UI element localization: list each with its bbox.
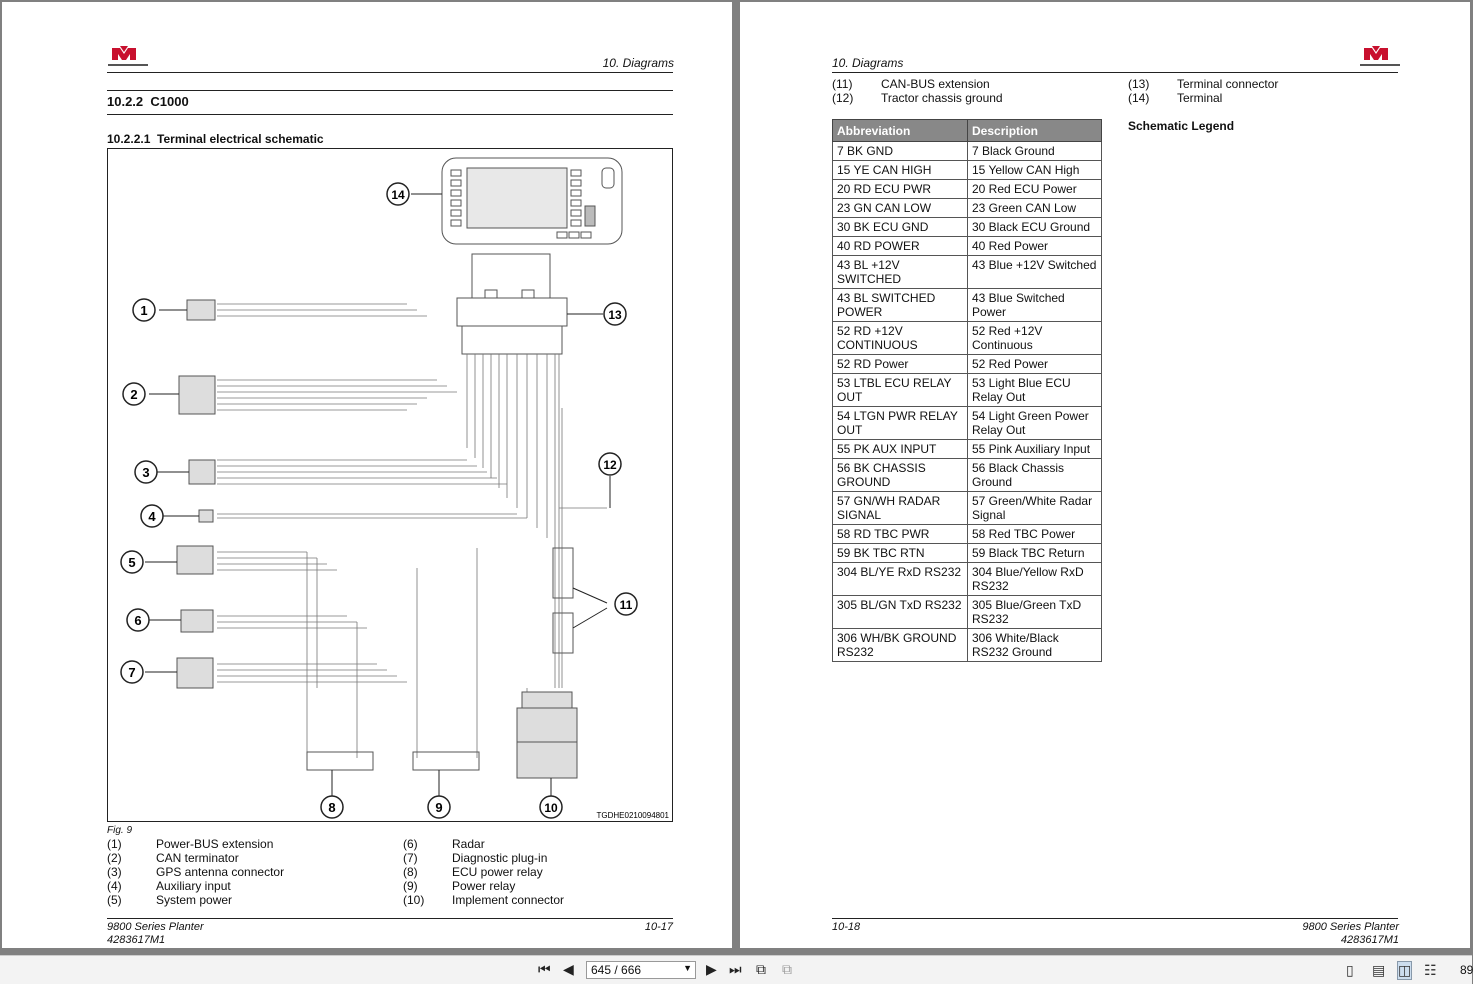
- footer-product: 9800 Series Planter: [107, 921, 204, 933]
- abbr-cell: 40 RD POWER: [833, 237, 968, 256]
- table-row: [833, 492, 1102, 525]
- legend-item: (10) Implement connector: [403, 893, 565, 907]
- svg-text:5: 5: [128, 555, 136, 570]
- svg-text:2: 2: [130, 387, 138, 402]
- footer-product: 9800 Series Planter: [1302, 921, 1399, 933]
- table-row: [833, 142, 1102, 161]
- desc-cell: 53 Light Blue ECU Relay Out: [968, 374, 1102, 407]
- desc-cell: 304 Blue/Yellow RxD RS232: [968, 563, 1102, 596]
- table-row: [833, 596, 1102, 629]
- abbr-cell: 304 BL/YE RxD RS232: [833, 563, 968, 596]
- section-heading: [107, 94, 189, 109]
- svg-text:3: 3: [142, 465, 150, 480]
- footer-part-number: 4283617M1: [1340, 934, 1399, 946]
- callout-3: [135, 461, 157, 483]
- callout-5: [121, 551, 143, 573]
- legend-item: (9) Power relay: [403, 879, 516, 893]
- table-header-row: [833, 120, 1102, 142]
- table-row: [833, 199, 1102, 218]
- fit-width-icon[interactable]: ⧉: [782, 961, 792, 977]
- table-row: [833, 237, 1102, 256]
- left-page: [2, 2, 732, 948]
- desc-cell: 40 Red Power: [968, 237, 1102, 256]
- footer-rule: [832, 918, 1398, 919]
- footer-rule: [107, 918, 673, 919]
- desc-cell: 58 Red TBC Power: [968, 525, 1102, 544]
- first-page-button[interactable]: ⏮: [538, 961, 551, 977]
- footer-page-number: 10-17: [644, 921, 673, 933]
- column-header: Abbreviation: [833, 120, 968, 142]
- table-row: [833, 322, 1102, 355]
- header-rule: [832, 72, 1398, 73]
- legend-item: (3) GPS antenna connector: [107, 865, 285, 879]
- table-row: [833, 180, 1102, 199]
- schematic-legend-title: Schematic Legend: [1128, 119, 1235, 133]
- abbr-cell: 55 PK AUX INPUT: [833, 440, 968, 459]
- abbr-cell: 7 BK GND: [833, 142, 968, 161]
- svg-text:9: 9: [435, 800, 443, 815]
- desc-cell: 306 White/Black RS232 Ground: [968, 629, 1102, 662]
- desc-cell: 7 Black Ground: [968, 142, 1102, 161]
- abbr-cell: 57 GN/WH RADAR SIGNAL: [833, 492, 968, 525]
- callout-12: [599, 453, 621, 475]
- page-header-title: 10. Diagrams: [832, 56, 904, 70]
- desc-cell: 15 Yellow CAN High: [968, 161, 1102, 180]
- subsection-number: 10.2.2.1: [107, 132, 151, 146]
- desc-cell: 55 Pink Auxiliary Input: [968, 440, 1102, 459]
- subsection-title: Terminal electrical schematic: [157, 132, 324, 146]
- page-number-input[interactable]: [586, 961, 696, 979]
- callout-11: [615, 593, 637, 615]
- table-row: [833, 407, 1102, 440]
- abbr-cell: 56 BK CHASSIS GROUND: [833, 459, 968, 492]
- legend-item: (13) Terminal connector: [1128, 77, 1279, 91]
- callout-14: [387, 183, 409, 205]
- svg-text:12: 12: [603, 458, 617, 472]
- callout-2: [123, 383, 145, 405]
- last-page-button[interactable]: ⏭: [729, 961, 742, 977]
- section-rule-top: [107, 90, 673, 91]
- page-indicator: 645 / 666: [591, 963, 642, 977]
- svg-text:10: 10: [544, 801, 558, 815]
- table-row: [833, 289, 1102, 322]
- viewer-toolbar: [0, 955, 1472, 984]
- abbr-cell: 53 LTBL ECU RELAY OUT: [833, 374, 968, 407]
- abbr-cell: 20 RD ECU PWR: [833, 180, 968, 199]
- zoom-level[interactable]: 89: [1460, 963, 1473, 977]
- desc-cell: 23 Green CAN Low: [968, 199, 1102, 218]
- table-row: [833, 525, 1102, 544]
- electrical-schematic: [107, 148, 673, 822]
- table-row: [833, 563, 1102, 596]
- desc-cell: 43 Blue +12V Switched: [968, 256, 1102, 289]
- abbr-cell: 305 BL/GN TxD RS232: [833, 596, 968, 629]
- next-page-button[interactable]: ▶: [706, 961, 717, 977]
- header-rule: [107, 72, 673, 73]
- table-row: [833, 355, 1102, 374]
- desc-cell: 59 Black TBC Return: [968, 544, 1102, 563]
- desc-cell: 20 Red ECU Power: [968, 180, 1102, 199]
- desc-cell: 52 Red Power: [968, 355, 1102, 374]
- section-rule-bottom: [107, 114, 673, 115]
- callout-6: [127, 609, 149, 631]
- svg-text:1: 1: [140, 303, 148, 318]
- desc-cell: 43 Blue Switched Power: [968, 289, 1102, 322]
- right-page: [740, 2, 1470, 948]
- abbr-cell: 58 RD TBC PWR: [833, 525, 968, 544]
- svg-text:6: 6: [134, 613, 142, 628]
- desc-cell: 30 Black ECU Ground: [968, 218, 1102, 237]
- svg-text:8: 8: [328, 800, 336, 815]
- abbr-cell: 54 LTGN PWR RELAY OUT: [833, 407, 968, 440]
- legend-item: (2) CAN terminator: [107, 851, 239, 865]
- section-title: C1000: [150, 94, 189, 109]
- abbreviation-table: [832, 119, 1102, 662]
- section-number: 10.2.2: [107, 94, 144, 109]
- table-row: [833, 218, 1102, 237]
- diagram-code: TGDHE0210094801: [596, 811, 669, 820]
- abbr-cell: 30 BK ECU GND: [833, 218, 968, 237]
- legend-item: (12) Tractor chassis ground: [832, 91, 1003, 105]
- svg-text:7: 7: [128, 665, 136, 680]
- desc-cell: 52 Red +12V Continuous: [968, 322, 1102, 355]
- abbr-cell: 52 RD Power: [833, 355, 968, 374]
- svg-text:13: 13: [608, 308, 622, 322]
- desc-cell: 57 Green/White Radar Signal: [968, 492, 1102, 525]
- abbr-cell: 52 RD +12V CONTINUOUS: [833, 322, 968, 355]
- legend-item: (4) Auxiliary input: [107, 879, 231, 893]
- implement-connector: [517, 692, 577, 778]
- table-row: [833, 440, 1102, 459]
- continuous-view-icon[interactable]: ▤: [1372, 962, 1386, 978]
- abbr-cell: 43 BL +12V SWITCHED: [833, 256, 968, 289]
- figure-label: Fig. 9: [107, 825, 133, 836]
- desc-cell: 305 Blue/Green TxD RS232: [968, 596, 1102, 629]
- fit-page-icon[interactable]: ⧉: [756, 961, 766, 977]
- legend-item: (1) Power-BUS extension: [107, 837, 274, 851]
- legend-item: (11) CAN-BUS extension: [832, 77, 990, 91]
- brand-logo-icon: [1358, 44, 1402, 70]
- column-header: Description: [968, 120, 1102, 142]
- table-row: [833, 374, 1102, 407]
- two-page-continuous-view-icon[interactable]: ☷: [1424, 962, 1437, 978]
- abbr-cell: 23 GN CAN LOW: [833, 199, 968, 218]
- page-header-title: 10. Diagrams: [602, 56, 674, 70]
- abbr-cell: 59 BK TBC RTN: [833, 544, 968, 563]
- subsection-heading: [107, 132, 324, 146]
- svg-text:14: 14: [391, 188, 405, 202]
- callout-10: [540, 796, 562, 818]
- callout-4: [141, 505, 163, 527]
- legend-item: (5) System power: [107, 893, 233, 907]
- table-row: [833, 256, 1102, 289]
- desc-cell: 56 Black Chassis Ground: [968, 459, 1102, 492]
- previous-page-button[interactable]: ◀: [563, 961, 574, 977]
- footer-part-number: 4283617M1: [107, 934, 166, 946]
- footer-page-number: 10-18: [832, 921, 861, 933]
- legend-item: (7) Diagnostic plug-in: [403, 851, 548, 865]
- legend-item: (6) Radar: [403, 837, 485, 851]
- abbr-cell: 306 WH/BK GROUND RS232: [833, 629, 968, 662]
- svg-text:11: 11: [619, 598, 633, 612]
- abbr-cell: 15 YE CAN HIGH: [833, 161, 968, 180]
- table-row: [833, 459, 1102, 492]
- legend-item: (14) Terminal: [1128, 91, 1223, 105]
- table-row: [833, 629, 1102, 662]
- table-row: [833, 161, 1102, 180]
- callout-8: [321, 796, 343, 818]
- two-page-view-icon[interactable]: ◫: [1398, 962, 1412, 978]
- callout-13: [604, 303, 626, 325]
- desc-cell: 54 Light Green Power Relay Out: [968, 407, 1102, 440]
- svg-text:4: 4: [148, 509, 156, 524]
- callout-7: [121, 661, 143, 683]
- callout-1: [133, 299, 155, 321]
- single-page-view-icon[interactable]: ▯: [1346, 962, 1354, 978]
- chevron-down-icon[interactable]: ▼: [683, 963, 692, 973]
- legend-item: (8) ECU power relay: [403, 865, 543, 879]
- brand-logo-icon: [106, 44, 150, 70]
- table-row: [833, 544, 1102, 563]
- callout-9: [428, 796, 450, 818]
- abbr-cell: 43 BL SWITCHED POWER: [833, 289, 968, 322]
